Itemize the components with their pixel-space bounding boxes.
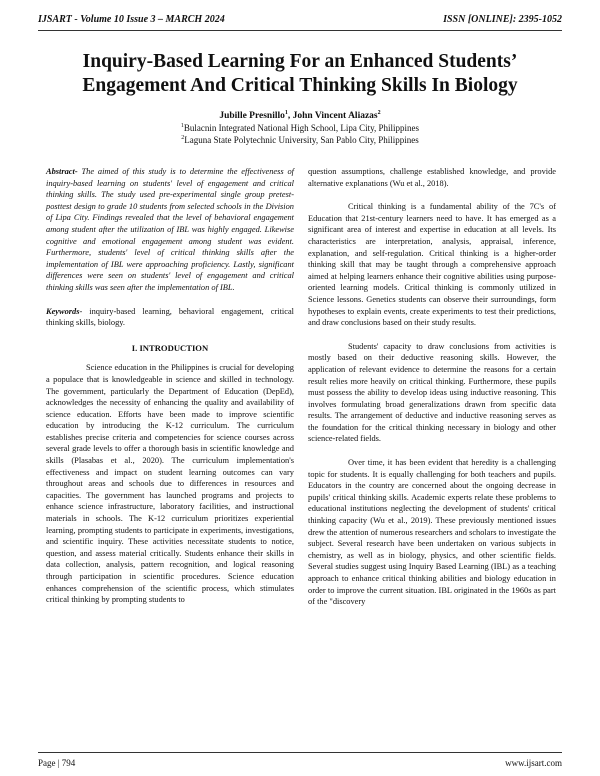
keywords (46, 306, 294, 329)
right-paragraph-1: question assumptions, challenge established knowledge, and provide alternative explanations (Wu et al., 2018). (308, 167, 556, 188)
paper-title (30, 50, 570, 98)
affiliation-1 (0, 122, 600, 134)
journal-info: IJSART - Volume 10 Issue 3 – MARCH 2024 (38, 14, 225, 25)
keywords-label: Keywords (46, 306, 80, 316)
right-column (308, 166, 556, 608)
abstract-text: The aimed of this study is to determine the effectiveness of inquiry-based learning on students' level of engagement and critical thinking skills. The study used pre-experimental single group pretest-posttest design to grade 10 students from selected schools in the Division of Lipa City. Findings revealed that the level of behavioral engagement among student after the utilization of IBL was highly engaged. Likewise cognitive and emotional engagement among student was evident. Furthermore, students' level of critical thinking skills after the implementation of IBL were approaching proficiency. Lastly, significant differences were seen on students' level of engagement and critical thinking skills was seen after the implementation of IBL. (46, 167, 294, 292)
affiliation-1-text: Bulacnin Integrated National High School, Lipa City, Philippines (183, 123, 420, 133)
footer-rule (38, 752, 562, 753)
author-1: Jubille Presnillo (219, 111, 285, 121)
author-separator: , (287, 111, 293, 121)
right-paragraph-3: Students' capacity to draw conclusions from activities is mostly based on their deductive reasoning skills. However, the application of relevant evidence to determine the reasons for a certain result relies more heavily on critical thinking. Furthermore, these pupils must possess the ability to develop ideas using inductive reasoning. This involves formulating broad generalizations drawn from specific data results. The arrangement of deductive and inductive reasoning serves as the foundation for the critical thinking necessary in biology and other science-related fields. (308, 341, 556, 444)
affiliation-2-text: Laguna State Polytechnic University, San Pablo City, Philippines (184, 135, 419, 145)
section-heading-introduction: I. INTRODUCTION (131, 342, 209, 353)
affiliation-2 (0, 134, 600, 146)
author-block (0, 110, 600, 146)
left-column (46, 166, 294, 606)
author-2: John Vincent Aliazas (292, 111, 378, 121)
affiliation-2-sup: 2 (181, 135, 185, 141)
page-number: Page | 794 (38, 758, 76, 768)
title-line-2: Engagement And Critical Thinking Skills In Biology (82, 75, 518, 96)
affiliation-1-sup: 1 (180, 123, 184, 129)
intro-paragraph: Science education in the Philippines is crucial for developing a populace that is knowledgeable in science and skilled in technology. The government, particularly the Department of Education (DepEd), acknowledges the necessity of enhancing the quality and availability of science education. Efforts have been made to improve scientific education by introducing the K-12 curriculum. The curriculum establishes precise criteria and competencies for science courses across several grade levels to offer a thorough basis in scientific knowledge and skills (Plasabas et al., 2020). The curriculum implementation's effectiveness and impact on student learning outcomes can vary throughout areas and schools due to differences in resources and capacities. The government has launched programs and projects to enhance science infrastructure, laboratory facilities, and instructional materials in schools. The K-12 curriculum prioritizes experiential learning, prompting students to participate in experiments, investigations, and scientific inquiry. These activities necessitate students to notice, question, and assess material critically. Students enhance their skills in data collection, analysis, pattern recognition, and logical reasoning through participation in scientific procedures. Science education enhances comprehension of the scientific process, which stimulates critical thinking by prompting students to (46, 363, 294, 605)
running-header (38, 14, 562, 30)
author-names (0, 110, 600, 122)
right-paragraph-4: Over time, it has been evident that heredity is a challenging topic for students. It is equally challenging for both teachers and pupils. Educators in the country are concerned about the ongoing decrease in pupils' critical thinking skills. Academic experts relate these problems to educational institutions neglecting the development of students' critical thinking capacity (Wu et al., 2019). These previously mentioned issues drew the attention of numerous researchers and scholars to investigate the subject. Several research have been undertaken on various subjects in chemistry, as well as in biology, physics, and other scientific fields. Several studies suggest using Inquiry Based Learning (IBL) as a teaching approach to enhance critical thinking abilities and biology education in order to improve the current situation. IBL originated in the 1960s as part of the "discovery (308, 458, 556, 607)
author-1-sup: 1 (284, 109, 288, 116)
right-paragraph-2: Critical thinking is a fundamental ability of the 7C's of Education that 21st-century learners need to have. It has emerged as a significant area of interest and expertise in education at all levels. Its characteristics are interpretation, analysis, appraisal, inference, explanation, and self-regulation. Critical thinking is a higher-order thinking skill that may be taught through a comprehensive approach aimed at helping learners enhance their cognitive abilities using purpose-oriented learning models. Critical thinking is commonly utilized in Science lessons. Genetics students can observe their surroundings, form hypotheses to explain events, create experiments to test their predictions, and draw conclusions based on their study results. (308, 202, 556, 328)
abstract (46, 166, 294, 294)
title-line-1: Inquiry-Based Learning For an Enhanced Students’ (82, 51, 518, 72)
header-rule (38, 30, 562, 31)
author-2-sup: 2 (377, 109, 381, 116)
issn-info: ISSN [ONLINE]: 2395-1052 (443, 14, 562, 25)
journal-website: www.ijsart.com (505, 758, 562, 768)
abstract-label: Abstract- (46, 167, 78, 176)
keywords-text: - inquiry-based learning, behavioral engagement, critical thinking skills, biology. (46, 306, 294, 328)
